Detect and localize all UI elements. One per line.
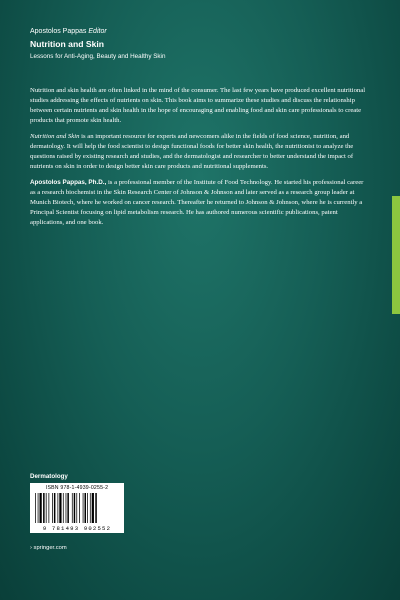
isbn-text: ISBN 978-1-4939-0255-2 <box>45 485 109 491</box>
editor-role: Editor <box>88 28 107 35</box>
paragraph-resource <box>30 132 368 172</box>
publisher-url: › springer.com <box>30 545 67 551</box>
editor-name: Apostolos Pappas <box>30 28 87 35</box>
paragraph-author-bio <box>30 178 368 228</box>
paragraph-intro: Nutrition and skin health are often linked in the mind of the consumer. The last few years have produced excellent nutritional studies addressing the effects of nutrients on skin. This book aims to summarize these studies and discuss the relationship between certain nutrients and skin health in the hope of encouraging and enabling food and skin care professionals to create products that promote skin health. <box>30 87 366 124</box>
barcode-digits: 9 781493 902552 <box>42 525 112 532</box>
barcode-bars <box>34 493 120 523</box>
author-name: Apostolos Pappas, Ph.D., <box>30 179 107 187</box>
book-title-inline: Nutrition and Skin <box>30 133 80 141</box>
editor-line <box>30 27 370 37</box>
book-title: Nutrition and Skin <box>30 39 104 49</box>
author-bio-text: is a professional member of the Institute of Food Technology. He started his professional career as a research biochemist in the Skin Research Center of Johnson & Johnson and later served as a research group leader at Munich Biotech, where he worked on cancer research. Thereafter he returned to Johnson & Johnson, where he is currently a Principal Scientist focusing on lipid metabolism research. He has authored numerous scientific publications, patent applications, and one book. <box>30 179 364 226</box>
cover-header <box>30 27 370 61</box>
category-label: Dermatology <box>30 473 68 480</box>
accent-bar <box>392 196 400 314</box>
paragraph-resource-text: is an important resource for experts and newcomers alike in the fields of food science, nutrition, and dermatology. It will help the food scientist to design functional foods for better skin health, the nutritionist to analyze the questions raised by existing research and studies, and the dermatologist and researcher to better understand the impact of nutrients on skin in order to design better skin care products and nutritional supplements. <box>30 133 354 170</box>
barcode <box>30 483 124 533</box>
book-subtitle: Lessons for Anti-Aging, Beauty and Healthy Skin <box>30 53 166 60</box>
description <box>30 86 368 234</box>
